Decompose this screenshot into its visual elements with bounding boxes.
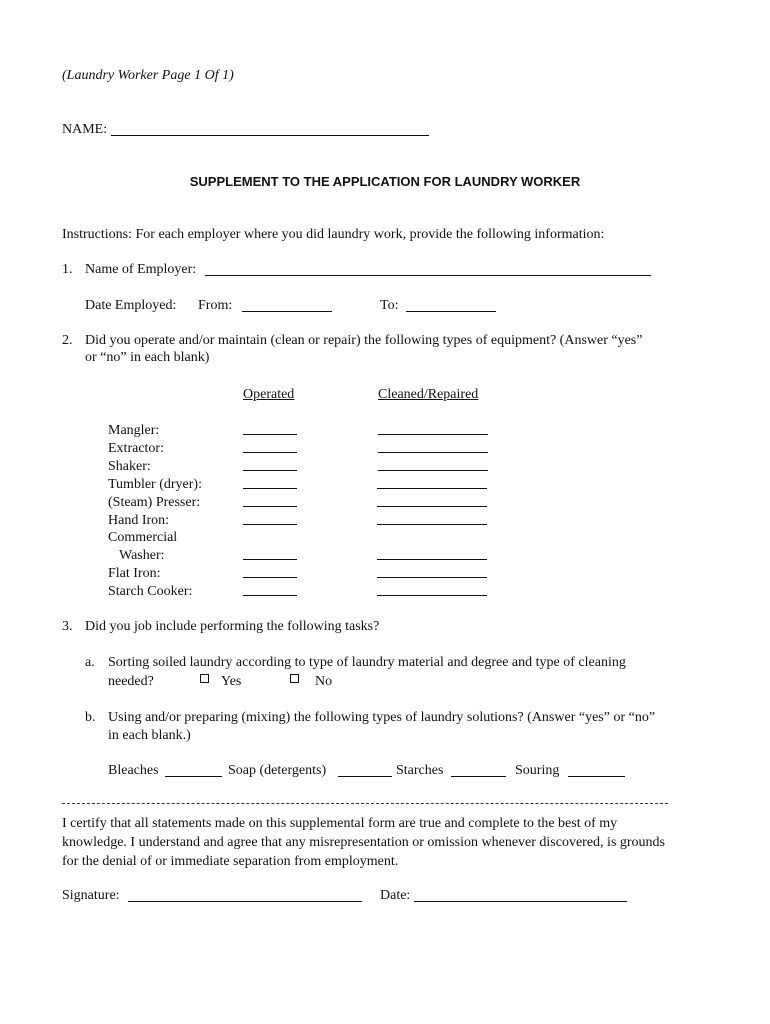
- to-label: To:: [380, 298, 399, 313]
- page-note: (Laundry Worker Page 1 Of 1): [62, 68, 234, 83]
- equipment-washer: Washer:: [119, 548, 165, 563]
- equipment-extractor: Extractor:: [108, 441, 164, 456]
- q2-text-line1: Did you operate and/or maintain (clean or repair) the following types of equipment? (Answer “yes”: [85, 333, 643, 348]
- equipment-presser: (Steam) Presser:: [108, 495, 201, 510]
- no-label: No: [315, 674, 333, 689]
- q3a-line1: Sorting soiled laundry according to type of laundry material and degree and type of cleaning: [108, 655, 626, 670]
- col-cleaned-repaired: Cleaned/Repaired: [378, 387, 479, 402]
- form-title: SUPPLEMENT TO THE APPLICATION FOR LAUNDRY WORKER: [189, 174, 581, 189]
- cleaned-blank-hand-iron[interactable]: [377, 524, 487, 525]
- operated-blank-shaker[interactable]: [243, 470, 297, 471]
- operated-blank-presser[interactable]: [243, 506, 297, 507]
- souring-label: Souring: [515, 763, 560, 778]
- signature-field[interactable]: [128, 901, 362, 902]
- q2-text-line2: or “no” in each blank): [85, 350, 210, 365]
- certification-text: I certify that all statements made on this supplemental form are true and complete to the best of my knowledge. I understand and agree that any misrepresentation or omission whenever discovered, is grounds for the denial of or immediate separation from employment.: [62, 816, 665, 869]
- cleaned-blank-starch-cooker[interactable]: [377, 595, 487, 596]
- to-date-field[interactable]: [406, 311, 496, 312]
- cleaned-blank-washer[interactable]: [377, 559, 487, 560]
- equipment-commercial: Commercial: [108, 530, 178, 545]
- cleaned-blank-mangler[interactable]: [378, 434, 488, 435]
- cleaned-blank-tumbler[interactable]: [377, 488, 487, 489]
- signature-label: Signature:: [62, 888, 120, 903]
- equipment-hand-iron: Hand Iron:: [108, 513, 170, 528]
- operated-blank-extractor[interactable]: [243, 452, 297, 453]
- operated-blank-washer[interactable]: [243, 559, 297, 560]
- starches-blank[interactable]: [451, 776, 506, 777]
- q3b-line1: Using and/or preparing (mixing) the following types of laundry solutions? (Answer “yes” or “no”: [108, 710, 656, 725]
- employer-field[interactable]: [205, 275, 651, 276]
- name-label: NAME:: [62, 122, 108, 137]
- equipment-mangler: Mangler:: [108, 423, 160, 438]
- bleaches-blank[interactable]: [165, 776, 222, 777]
- equipment-shaker: Shaker:: [108, 459, 151, 474]
- souring-blank[interactable]: [568, 776, 625, 777]
- col-operated: Operated: [243, 387, 295, 402]
- q2-number: 2.: [62, 333, 73, 348]
- no-checkbox[interactable]: [290, 674, 299, 683]
- equipment-flat-iron: Flat Iron:: [108, 566, 161, 581]
- q3b-letter: b.: [85, 710, 96, 725]
- operated-blank-hand-iron[interactable]: [243, 524, 297, 525]
- yes-label: Yes: [221, 674, 242, 689]
- employer-label: Name of Employer:: [85, 262, 197, 277]
- instructions: Instructions: For each employer where you did laundry work, provide the following information:: [62, 227, 605, 242]
- starches-label: Starches: [396, 763, 444, 778]
- from-date-field[interactable]: [242, 311, 332, 312]
- date-employed-label: Date Employed:: [85, 298, 177, 313]
- name-field[interactable]: [111, 135, 429, 136]
- cleaned-blank-flat-iron[interactable]: [377, 577, 487, 578]
- operated-blank-tumbler[interactable]: [243, 488, 297, 489]
- soap-blank[interactable]: [338, 776, 392, 777]
- q3-text: Did you job include performing the following tasks?: [85, 619, 380, 634]
- q3a-line2: needed?: [108, 674, 154, 689]
- equipment-tumbler: Tumbler (dryer):: [108, 477, 202, 492]
- cleaned-blank-presser[interactable]: [377, 506, 487, 507]
- cleaned-blank-extractor[interactable]: [378, 452, 488, 453]
- q1-number: 1.: [62, 262, 73, 277]
- cleaned-blank-shaker[interactable]: [378, 470, 488, 471]
- separator-line: [62, 803, 668, 804]
- date-label: Date:: [380, 888, 411, 903]
- q3a-letter: a.: [85, 655, 95, 670]
- operated-blank-flat-iron[interactable]: [243, 577, 297, 578]
- equipment-starch-cooker: Starch Cooker:: [108, 584, 193, 599]
- q3-number: 3.: [62, 619, 73, 634]
- soap-label: Soap (detergents): [228, 763, 327, 778]
- operated-blank-mangler[interactable]: [243, 434, 297, 435]
- q3b-line2: in each blank.): [108, 728, 191, 743]
- operated-blank-starch-cooker[interactable]: [243, 595, 297, 596]
- from-label: From:: [198, 298, 233, 313]
- date-field[interactable]: [414, 901, 627, 902]
- yes-checkbox[interactable]: [200, 674, 209, 683]
- bleaches-label: Bleaches: [108, 763, 159, 778]
